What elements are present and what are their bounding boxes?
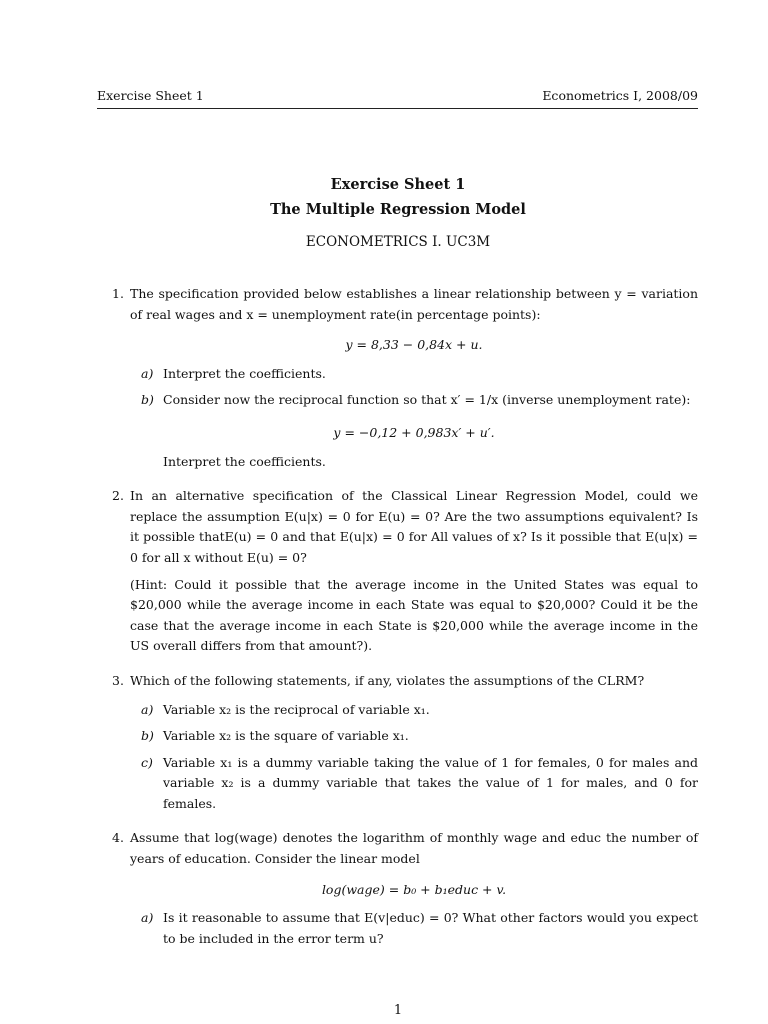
problem-number: 3. (112, 672, 124, 688)
part-label: a) (141, 910, 154, 926)
part-label: b) (141, 392, 154, 408)
part-b (141, 390, 698, 411)
problem-2 (112, 486, 698, 657)
problem-text: In an alternative specification of the Classical Linear Regression Model, could we replace the assumption E(u|x) = 0 for E(u) = 0? Are the two assumptions equivalent? Is it possible thatE(u) = 0 and that E(u|x) = 0 for All values of x? Is it possible that E(u|x) = 0 for all x without E(u) = 0? (130, 488, 698, 565)
problem-3 (112, 671, 698, 815)
part-label: a) (141, 701, 154, 717)
part-text: Is it reasonable to assume that E(v|educ) = 0? What other factors would you expect to be included in the error term u? (163, 910, 698, 946)
part-text: Interpret the coefficients. (163, 365, 326, 381)
title-block (0, 172, 768, 250)
part-label: b) (141, 728, 154, 744)
part-text: Variable x₂ is the square of variable x₁. (163, 728, 409, 744)
title-line3: ECONOMETRICS I. UC3M (305, 234, 491, 250)
part-a (141, 364, 698, 385)
part-a (141, 908, 698, 949)
header-right: Econometrics I, 2008/09 (542, 88, 698, 103)
problem-4 (112, 828, 698, 949)
part-label: a) (141, 365, 154, 381)
after-text: Interpret the coefficients. (163, 453, 326, 469)
problem-text: The specification provided below establishes a linear relationship between y = variation of real wages and x = unemployment rate(in percentage points): (130, 286, 698, 322)
part-c (141, 753, 698, 815)
part-label: c) (141, 754, 153, 770)
part-b (141, 726, 698, 747)
equation: y = 8,33 − 0,84x + u. (345, 337, 483, 353)
problem-text: Assume that log(wage) denotes the logarithm of monthly wage and educ the number of years of education. Consider the linear model (130, 830, 698, 867)
equation: y = −0,12 + 0,983x′ + u′. (333, 424, 495, 440)
page-number: 1 (393, 1003, 403, 1018)
problem-1 (112, 284, 698, 472)
problem-text: Which of the following statements, if any, violates the assumptions of the CLRM? (130, 672, 645, 688)
part-text: Variable x₂ is the reciprocal of variable x₁. (163, 701, 430, 717)
part-text: Variable x₁ is a dummy variable taking the value of 1 for females, 0 for males and variable x₂ is a dummy variable that takes the value of 1 for males, and 0 for females. (163, 754, 698, 811)
document-body (0, 284, 768, 949)
title-line2: The Multiple Regression Model (270, 201, 526, 218)
title-line1: Exercise Sheet 1 (330, 176, 466, 193)
equation: log(wage) = b₀ + b₁educ + v. (321, 881, 507, 897)
problem-number: 1. (112, 286, 124, 301)
part-text: Consider now the reciprocal function so that x′ = 1/x (inverse unemployment rate): (163, 392, 691, 408)
problem-number: 4. (112, 830, 124, 846)
page-header (97, 88, 698, 108)
header-rule (97, 108, 698, 109)
hint-text: (Hint: Could it possible that the average income in the United States was equal to $20,000 while the average income in each State was equal to $20,000? Could it be the case that the average income in each State is $20,000 while the average income in the US overall differs from that amount?). (130, 576, 698, 654)
problem-number: 2. (112, 488, 124, 504)
header-left: Exercise Sheet 1 (97, 88, 204, 103)
part-a (141, 700, 698, 721)
